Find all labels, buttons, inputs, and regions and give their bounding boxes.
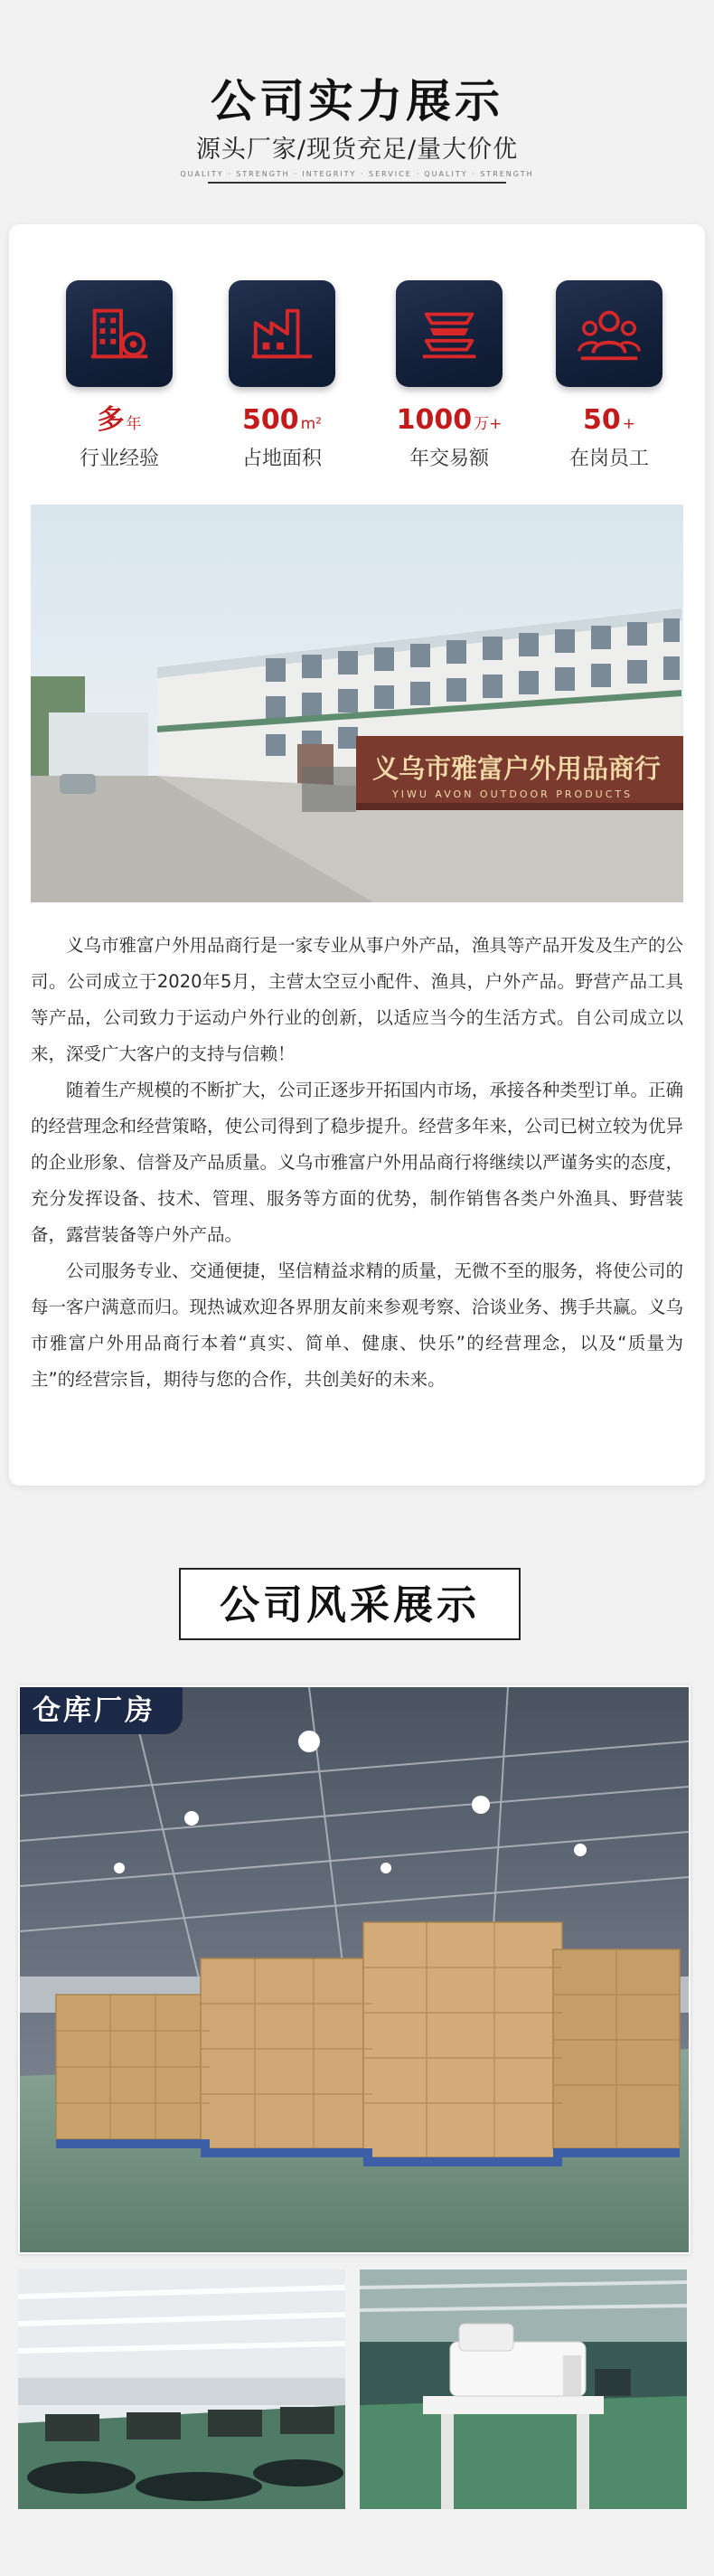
strength-header (0, 0, 714, 217)
strength-card (9, 224, 705, 1486)
stat-label: 占地面积 (241, 448, 322, 470)
warehouse-tag: 仓库厂房 (20, 1687, 183, 1734)
warehouse-photo (18, 1685, 691, 2254)
stat-label: 年交易额 (409, 448, 489, 470)
building-icon (66, 280, 173, 387)
stat-value: 1000 万+ (396, 404, 503, 436)
stat-value: 多年 (97, 404, 142, 436)
stat-area (201, 280, 363, 471)
stat-experience (38, 280, 201, 471)
team-icon (556, 280, 662, 387)
building-sign-en: YIWU AVON OUTDOOR PRODUCTS (392, 788, 634, 800)
stat-revenue (368, 280, 531, 471)
company-intro (31, 928, 683, 1398)
decorative-micro-text: QUALITY · STRENGTH · INTEGRITY · SERVICE · QUALITY · STRENGTH (180, 170, 534, 178)
stat-label: 行业经验 (79, 448, 159, 470)
building-sign-cn: 义乌市雅富户外用品商行 (372, 753, 662, 784)
intro-paragraph-1: 义乌市雅富户外用品商行是一家专业从事户外产品，渔具等产品开发及生产的公司。公司成立于2020年5月，主营太空豆小配件、渔具，户外产品。野营产品工具等产品，公司致力于运动户外行业的创新，以适应当今的生活方式。自公司成立以来，深受广大客户的支持与信赖！ (31, 935, 683, 1064)
header-divider (208, 182, 506, 184)
factory-icon (229, 280, 335, 387)
page-subtitle: 源头厂家/现货充足/量大价优 (195, 136, 519, 164)
page-title: 公司实力展示 (211, 75, 503, 127)
machine-photo (360, 2269, 687, 2509)
stat-label: 在岗员工 (568, 448, 649, 470)
stat-staff (528, 280, 691, 471)
stat-value: 500 m² (242, 404, 322, 436)
stack-icon (396, 280, 503, 387)
workshop-photo (18, 2269, 345, 2509)
company-building-photo (31, 505, 683, 902)
intro-paragraph-3: 公司服务专业、交通便捷，坚信精益求精的质量，无微不至的服务，将使公司的每一客户满意而归。现热诚欢迎各界朋友前来参观考察、洽谈业务、携手共赢。义乌市雅富户外用品商行本着“真实、简单、健康、快乐”的经营理念，以及“质量为主”的经营宗旨，期待与您的合作，共创美好的未来。 (31, 1260, 683, 1390)
style-section-title: 公司风采展示 (179, 1568, 521, 1640)
intro-paragraph-2: 随着生产规模的不断扩大，公司正逐步开拓国内市场，承接各种类型订单。正确的经营理念和经营策略，使公司得到了稳步提升。经营多年来，公司已树立较为优异的企业形象、信誉及产品质量。义乌市雅富户外用品商行将继续以严谨务实的态度，充分发挥设备、技术、管理、服务等方面的优势，制作销售各类户外渔具、野营装备，露营装备等户外产品。 (31, 1080, 683, 1245)
stat-value: 50 + (583, 404, 635, 436)
